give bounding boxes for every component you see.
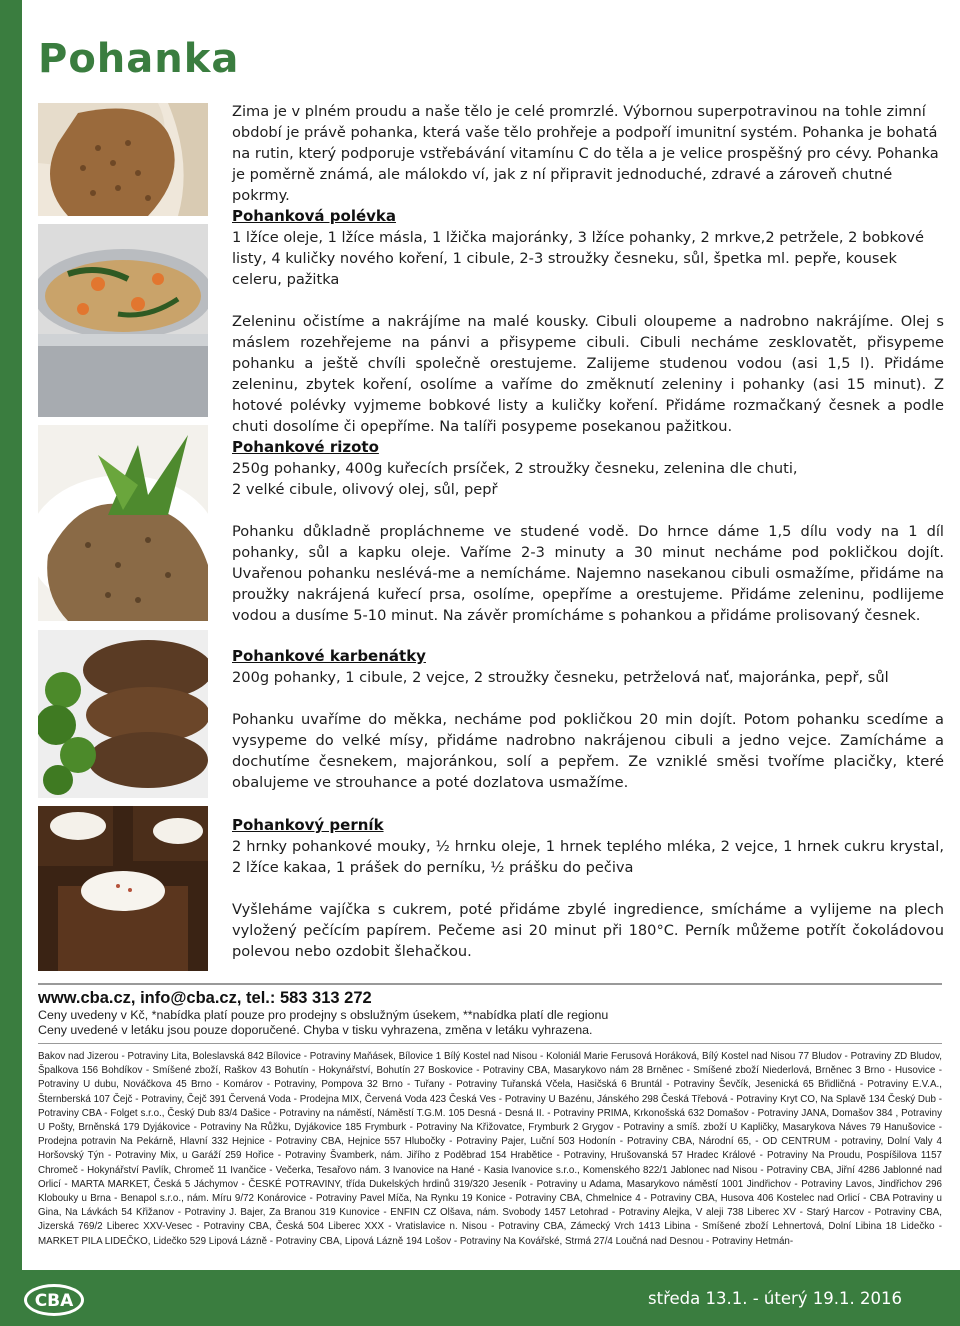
recipe-gingerbread bbox=[232, 815, 944, 962]
recipe-method: Pohanku důkladně propláchneme ve studené vodě. Do hrnce dáme 1,5 dílu vody na 1 díl pohanky, sůl a kapku oleje. Vaříme 2-3 minuty a 30 minut necháme pod pokličkou dojít. Uvařenou pohanku neslévá-me a nemícháme. Najemno nasekanou cibuli osmažíme, přidáme na proužky nakrájená kuřecí prsa, osolíme, opepříme a orestujeme. Přidáme zeleninu, podlijeme vodou a dusíme 5-10 minut. Na závěr promícháme s pohankou a přidáme prolisovaný česnek. bbox=[232, 523, 944, 624]
recipe-soup bbox=[232, 206, 944, 437]
cba-logo-text: CBA bbox=[34, 1291, 74, 1311]
recipe-title: Pohanková polévka bbox=[232, 207, 397, 225]
recipe-title: Pohankové karbenátky bbox=[232, 647, 426, 665]
footer-price-note: Ceny uvedeny v Kč, *nabídka platí pouze pro prodejny s obslužným úsekem, **nabídka platí dle regionu bbox=[38, 1008, 609, 1022]
recipe-ingredients: 250g pohanky, 400g kuřecích prsíček, 2 stroužky česneku, zelenina dle chuti, bbox=[232, 460, 798, 477]
recipe-ingredients: 200g pohanky, 1 cibule, 2 vejce, 2 stroužky česneku, petrželová nať, majoránka, pepř, sůl bbox=[232, 669, 889, 686]
recipe-patties bbox=[232, 646, 944, 793]
stores-divider bbox=[38, 1043, 942, 1044]
validity-date: středa 13.1. - úterý 19.1. 2016 bbox=[648, 1289, 902, 1308]
recipe-risotto bbox=[232, 437, 944, 626]
soup-pot-photo bbox=[38, 224, 208, 417]
store-list: Bakov nad Jizerou - Potraviny Lita, Boleslavská 842 Bílovice - Potraviny Maňásek, Bílovice 1 Bílý Kostel nad Nisou - Koloniál Marie Ferusová Horáková, Bílý Kostel nad Nisou 77 Bludov - Potraviny ZD Bludov, Špalkova 156 Bohdíkov - Smíšené zboží, Raškov 43 Bohutín - Hokynářství, Bohutín 27 Boskovice - Potraviny CBA, Masarykovo nám 28 Brněnec - Smíšené zboží Niederlová, Brněnec 3 Brno - Husovice - Potraviny U dubu, Nováčkova 45 Brno - Komárov - Potraviny, Pompova 32 Brno - Tuřany - Potraviny Tuřanská Včela, Hasičská 6 Bruntál - Potraviny Ševčík, Jesenická 65 Břidličná - Potraviny E.V.A., Šternberská 107 Čejč - Potraviny, Čejč 391 Červená Voda - Prodejna MIX, Červená Voda 423 Česká Ves - Potraviny U Bazénu, Jánského 298 Česká Třebová - Potraviny Kryt CO, Na Splavě 134 Český Dub - Potraviny CBA - Folget s.r.o., Český Dub 83/4 Dašice - Potraviny na náměstí, Náměstí T.G.M. 105 Desná - Desná II. - Potraviny PRIMA, Krkonošská 632 Domašov - Potraviny JANA, Domašov 384 , Potraviny U Pošty, Brněnská 179 Dyjákovice - Potraviny Na Růžku, Dyjákovice 185 Frymburk - Potraviny Na Křižovatce, Frymburk 2 Grygov - Potraviny a smíš. zboží U Kapličky, Masarykova Náves 79 Hanušovice - Prodejna potravin Na Pekárně, Hlavní 332 Hejnice - Potraviny CBA, Hejnice 557 Hlubočky - Potraviny Pajer, Luční 503 Hodonín - Potraviny CBA, Národní 65, - OD CENTRUM - potraviny, Dolní Valy 4 Horšovský Týn - Potraviny Mix, u Garáží 259 Hořice - Potraviny Švamberk, nám. Jiřího z Poděbrad 154 Hrabětice - Potraviny, Hrušovanská 57 Hradec Králové - Potraviny Na Proudu, Pospíšilova 1157 Chromeč - Hokynářství Pavlík, Chromeč 11 Ivančice - Večerka, Tesařovo nám. 3 Ivanovice na Hané - Kasia Ivanovice s.r.o., Komenského 822/1 Jablonec nad Nisou - Potraviny CBA, Jiřní 4286 Jablonné nad Orlicí - MARTA MARKET, Česká 5 Jáchymov - ČESKÉ POTRAVINY, třída Dukelských hrdinů 319/320 Jeseník - Potraviny u Adama, Masarykovo náměstí 1001 Jindřichov - Potraviny Lavos, Jindřichov 296 Klobouky u Brna - Benapol s.r.o., nám. Míru 9/72 Konárovice - Potraviny Pavel Míča, Na Rynku 19 Konice - Potraviny CBA, Chmelnice 4 - Potraviny CBA, Husova 406 Kostelec nad Orlicí - CBA Potraviny u Gina, Na Lávkách 54 Křižanov - Potraviny J. Bajer, Za Branou 319 Kunovice - ENFIN CZ Olšava, nám. Svobody 1457 Letohrad - Potraviny Alejka, V aleji 738 Liberec XV - Starý Harcov - Potraviny CBA, Jizerská 769/2 Liberec XXV-Vesec - Potraviny CBA, Česká 504 Liberec XXX - Vratislavice n. Nisou - Potraviny CBA, Zámecký Vrch 1413 Libina - Smíšené zboží Lehnertová, Dolní Libina 18 Lidečko - MARKET PILA LIDEČKO, Lidečko 529 Lipová Lázně - Potraviny CBA, Lipová Lázně 194 Lošov - Potraviny Na Kovářské, Strmá 27/4 Loučná nad Desnou - Potraviny Hetmán- bbox=[38, 1051, 942, 1247]
recipe-ingredients: 2 hrnky pohankové mouky, ½ hrnku oleje, 1 hrnek teplého mléka, 2 vejce, 1 hrnek cukru krystal, 2 lžíce kakaa, 1 prášek do perníku, ½ prášku do pečiva bbox=[232, 838, 944, 876]
footer-divider bbox=[38, 983, 942, 985]
patties-photo bbox=[38, 630, 208, 798]
recipe-title: Pohankové rizoto bbox=[232, 438, 379, 456]
footer-contact[interactable]: www.cba.cz, info@cba.cz, tel.: 583 313 272 bbox=[38, 989, 372, 1007]
gingerbread-photo bbox=[38, 806, 208, 971]
recipe-title: Pohankový perník bbox=[232, 816, 384, 834]
buckwheat-sack-photo bbox=[38, 103, 208, 216]
recipe-method: Zeleninu očistíme a nakrájíme na malé kousky. Cibuli oloupeme a nadrobno nakrájíme. Olej s máslem rozehřejeme na pánvi a přisypeme cibuli. Cibuli necháme zesklovatět, přisypeme pohanku a ještě chvíli společně orestujeme. Zalijeme studenou vodou (asi 1,5 l). Přidáme zeleninu, zbytek koření, osolíme a vaříme do změknutí zeleniny i pohanky (asi 15 minut). Z hotové polévky vyjmeme bobkové listy a kuličky koření. Přidáme rozmačkaný česnek a podle chuti dosolíme či opepříme. Na talíři posypeme posekanou pažitkou. bbox=[232, 313, 944, 435]
left-accent-bar bbox=[0, 0, 22, 1270]
recipe-ingredients: 1 lžíce oleje, 1 lžíce másla, 1 lžička majoránky, 3 lžíce pohanky, 2 mrkve,2 petržele, 2 bobkové listy, 4 kuličky nového koření, 1 cibule, 2-3 stroužky česneku, sůl, špetka ml. pepře, kousek celeru, pažitka bbox=[232, 229, 925, 288]
recipe-method: Pohanku uvaříme do měkka, necháme pod pokličkou 20 min dojít. Potom pohanku scedíme a vysypeme do velké mísy, přidáme nadrobno nakrájenou cibuli a jedno vejce. Zamícháme a dochutíme česnekem, majoránkou, solí a pepřem. Ze vzniklé směsi tvoříme placičky, které obalujeme ve strouhance a poté dozlatova usmažíme. bbox=[232, 711, 944, 791]
cba-logo bbox=[22, 1282, 86, 1318]
intro-text: Zima je v plném proudu a naše tělo je celé promrzlé. Výbornou superpotravinou na tohle zimní období je právě pohanka, která vaše tělo prohřeje a podpoří imunitní systém. Pohanka je bohatá na rutin, který podporuje vstřebávání vitamínu C do těla a je velice prospěšný pro cévy. Pohanka je poměrně známá, ale málokdo ví, jak z ní připravit jednoduché, zdravé a zároveň chutné pokrmy. bbox=[232, 103, 939, 204]
recipe-ingredients-line2: 2 velké cibule, olivový olej, sůl, pepř bbox=[232, 481, 498, 498]
page-title: Pohanka bbox=[38, 36, 240, 82]
footer-disclaimer: Ceny uvedené v letáku jsou pouze doporučené. Chyba v tisku vyhrazena, změna v letáku vyhrazena. bbox=[38, 1023, 593, 1037]
intro-block bbox=[232, 101, 944, 206]
risotto-plate-photo bbox=[38, 425, 208, 621]
recipe-method: Vyšleháme vajíčka s cukrem, poté přidáme zbylé ingredience, smícháme a vylijeme na plech vyložený pečícím papírem. Pečeme asi 20 minut při 180°C. Perník můžeme potřít čokoládovou polevou nebo ozdobit šlehačkou. bbox=[232, 901, 944, 960]
